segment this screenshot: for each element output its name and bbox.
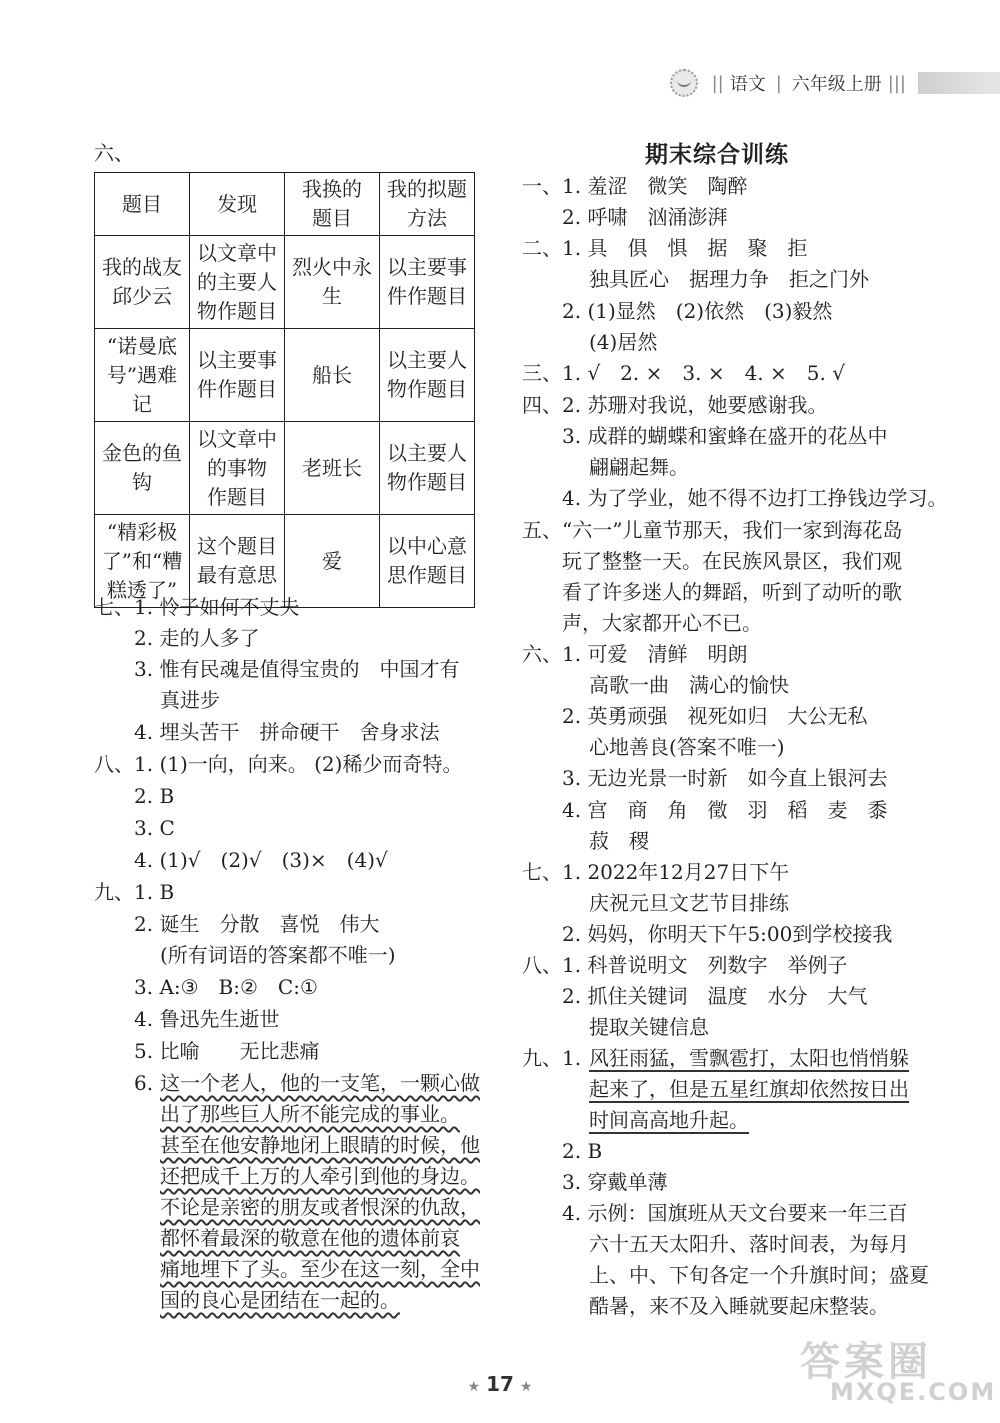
header-band [918, 72, 1000, 94]
answer-line: 4. 宫 商 角 徵 羽 稻 麦 黍 [562, 798, 888, 822]
answer-line: 七、1. 2022年12月27日下午 [522, 860, 790, 884]
answer-line: 3. 成群的蝴蝶和蜜蜂在盛开的花丛中 [562, 424, 888, 448]
answer-line: 3. A:③ B:② C:① [134, 975, 318, 999]
table-cell: 船长 [285, 329, 380, 422]
table-cell: 老班长 [285, 422, 380, 515]
underlined-answer-line: 甚至在他安静地闭上眼睛的时候，他 [160, 1133, 480, 1157]
answer-line: 4. 鲁迅先生逝世 [134, 1007, 280, 1031]
answer-line: 酷暑，来不及入睡就要起床整装。 [589, 1294, 889, 1318]
answer-line: 2. 抓住关键词 温度 水分 大气 [562, 984, 868, 1008]
answer-line: 上、中、下旬各定一个升旗时间；盛夏 [589, 1263, 929, 1287]
answer-line: 3. C [134, 816, 175, 840]
subject-label: 语文 [729, 74, 766, 95]
answer-line: (4)居然 [589, 330, 658, 354]
answer-line: 五、“六一”儿童节那天，我们一家到海花岛 [522, 518, 903, 542]
answer-line: 七、1. 怜子如何不丈夫 [94, 595, 300, 619]
answer-line: 三、1. √ 2. × 3. × 4. × 5. √ [522, 361, 845, 385]
answer-line: 翩翩起舞。 [589, 455, 689, 479]
table-cell: 以主要人 物作题目 [380, 329, 475, 422]
table-cell: 金色的鱼 钩 [95, 422, 190, 515]
answer-line: 2. 走的人多了 [134, 626, 260, 650]
answer-line: 4. 示例：国旗班从天文台要来一年三百 [562, 1201, 908, 1225]
answer-line: 菽 稷 [589, 829, 649, 853]
table-header-cell: 题目 [95, 173, 190, 236]
table-row [95, 422, 475, 515]
page-header [670, 66, 1000, 100]
answer-line: 2. B [562, 1139, 603, 1163]
table-cell: “精彩极 了”和“糟 糕透了” [95, 515, 190, 608]
watermark-logo [800, 1330, 997, 1410]
table-cell: 以文章中 的事物 作题目 [190, 422, 285, 515]
underlined-answer-line: 不论是亲密的朋友或者恨深的仇敌， [160, 1195, 480, 1219]
answer-line: 九、1. [522, 1046, 582, 1070]
answer-line: 3. 惟有民魂是值得宝贵的 中国才有 [134, 657, 460, 681]
underlined-answer-line: 起来了，但是五星红旗却依然按日出 [589, 1077, 909, 1101]
header-divider-right: ||| [887, 72, 906, 94]
answer-line: (所有词语的答案都不唯一) [160, 943, 396, 967]
table-cell: 以文章中 的主要人 物作题目 [190, 236, 285, 329]
answer-line: 心地善良(答案不唯一) [589, 735, 785, 759]
table-row [95, 236, 475, 329]
answer-line: 3. 无边光景一时新 如今直上银河去 [562, 766, 888, 790]
answer-line: 声，大家都开心不已。 [562, 611, 762, 635]
answer-line: 6. [134, 1071, 154, 1095]
underlined-answer-line: 风狂雨猛，雪飘雹打，太阳也悄悄躲 [589, 1046, 909, 1070]
header-divider: || [711, 72, 724, 94]
table-cell: 我的战友 邱少云 [95, 236, 190, 329]
table-cell: 以主要事 件作题目 [380, 236, 475, 329]
sun-logo-icon [670, 69, 698, 97]
answer-line: 4. (1)√ (2)√ (3)× (4)√ [134, 848, 388, 872]
table-header-cell: 我换的 题目 [285, 173, 380, 236]
answer-line: 2. (1)显然 (2)依然 (3)毅然 [562, 299, 833, 323]
answer-line: 4. 为了学业，她不得不边打工挣钱边学习。 [562, 486, 948, 510]
answer-line: 六、1. 可爱 清鲜 明朗 [522, 642, 748, 666]
watermark-text: 答案圈 [800, 1339, 932, 1385]
table-row [95, 329, 475, 422]
answer-line: 3. 穿戴单薄 [562, 1170, 668, 1194]
answer-line: 六十五天太阳升、落时间表，为每月 [589, 1232, 909, 1256]
answer-line: 看了许多迷人的舞蹈，听到了动听的歌 [562, 580, 902, 604]
answer-line: 独具匠心 据理力争 拒之门外 [589, 267, 869, 291]
answer-line: 八、1. 科普说明文 列数字 举例子 [522, 953, 848, 977]
answer-line: 2. 呼啸 汹涌澎湃 [562, 205, 728, 229]
table-cell: “诺曼底 号”遇难 记 [95, 329, 190, 422]
answer-line: 提取关键信息 [589, 1015, 709, 1039]
answer-line: 二、1. 具 俱 惧 据 聚 拒 [522, 236, 808, 260]
underlined-answer-line: 都怀着最深的敬意在他的遗体前哀 [160, 1226, 460, 1250]
underlined-answer-line: 国的良心是团结在一起的。 [160, 1288, 400, 1312]
underlined-answer-line: 还把成千上万的人牵引到他的身边。 [160, 1164, 480, 1188]
answer-line: 玩了整整一天。在民族风景区，我们观 [562, 549, 902, 573]
table-cell: 以中心意 思作题目 [380, 515, 475, 608]
grade-label: 六年级上册 [791, 74, 882, 95]
underlined-answer-line: 痛地埋下了头。至少在这一刻，全中 [160, 1257, 480, 1281]
table-cell: 以主要人 物作题目 [380, 422, 475, 515]
table-cell: 烈火中永 生 [285, 236, 380, 329]
star-icon: ★ [467, 1379, 481, 1395]
answer-line: 四、2. 苏珊对我说，她要感谢我。 [522, 393, 828, 417]
answer-line: 2. 妈妈，你明天下午5:00到学校接我 [562, 922, 893, 946]
answer-line: 2. 诞生 分散 喜悦 伟大 [134, 912, 380, 936]
section-title: 期末综合训练 [645, 141, 789, 168]
table-header-cell: 我的拟题 方法 [380, 173, 475, 236]
answer-line: 八、1. (1)一向，向来。 (2)稀少而奇特。 [94, 752, 463, 776]
answer-line: 真进步 [160, 688, 220, 712]
watermark-url: MXQE.COM [830, 1378, 997, 1406]
answer-line: 高歌一曲 满心的愉快 [589, 673, 789, 697]
table-header-row [95, 173, 475, 236]
answer-line: 2. 英勇顽强 视死如归 大公无私 [562, 704, 868, 728]
underlined-answer-line: 时间高高地升起。 [589, 1108, 749, 1132]
underlined-answer-line: 这一个老人，他的一支笔，一颗心做 [160, 1071, 480, 1095]
section-6-label: 六、 [94, 141, 134, 165]
table-cell: 这个题目 最有意思 [190, 515, 285, 608]
answer-line: 4. 埋头苦干 拼命硬干 舍身求法 [134, 720, 440, 744]
table-header-cell: 发现 [190, 173, 285, 236]
answer-line: 2. B [134, 784, 175, 808]
table-cell: 以主要事 件作题目 [190, 329, 285, 422]
answer-line: 一、1. 羞涩 微笑 陶醉 [522, 174, 748, 198]
answer-line: 九、1. B [94, 880, 175, 904]
star-icon: ★ [519, 1379, 533, 1395]
answer-table [94, 172, 475, 608]
answer-line: 庆祝元旦文艺节目排练 [589, 891, 789, 915]
answer-line: 5. 比喻 无比悲痛 [134, 1039, 320, 1063]
header-separator: | [775, 72, 782, 94]
underlined-answer-line: 出了那些巨人所不能完成的事业。 [160, 1102, 460, 1126]
page-number: 17 [486, 1372, 514, 1396]
table-cell: 爱 [285, 515, 380, 608]
